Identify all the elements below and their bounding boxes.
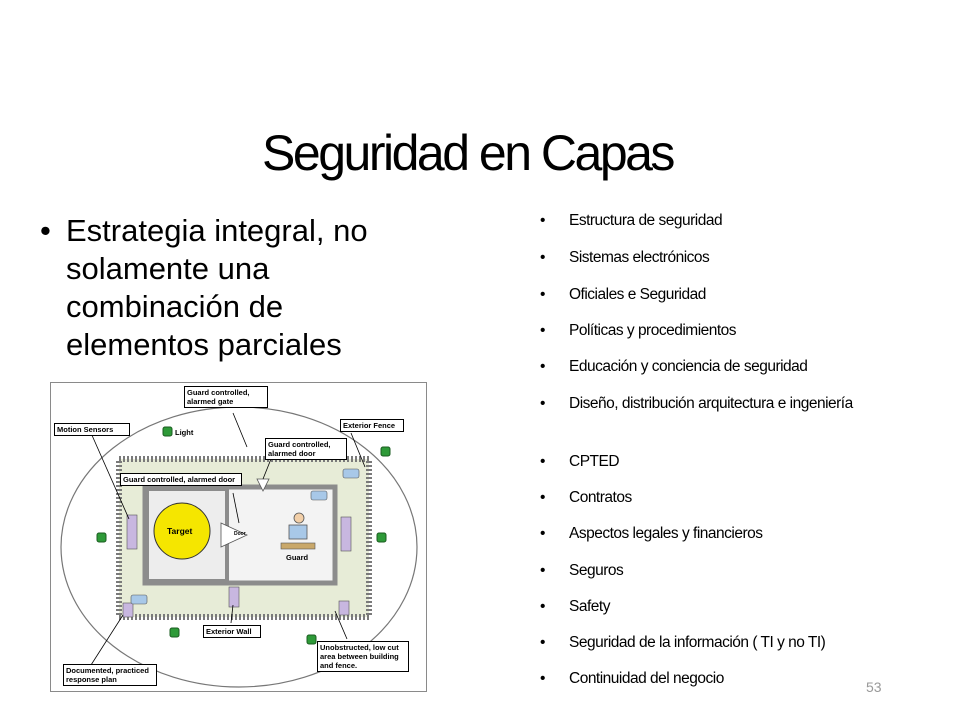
- callout-exterior-fence: Exterior Fence: [340, 419, 404, 432]
- light-icon: [377, 533, 386, 542]
- list-item: • Diseño, distribución arquitectura e ingeniería: [540, 395, 853, 412]
- target-label: Target: [167, 526, 193, 536]
- guard-desk-icon: [281, 543, 315, 549]
- list-item: • Aspectos legales y financieros: [540, 525, 763, 542]
- camera-icon: [131, 595, 147, 604]
- callout-alarmed-gate: Guard controlled, alarmed gate: [184, 386, 268, 408]
- motion-sensor-icon: [339, 601, 349, 615]
- bullet-dot: •: [40, 213, 51, 248]
- door-tag-label: Door: [234, 531, 246, 537]
- list-item: • Safety: [540, 598, 610, 615]
- list-item: • CPTED: [540, 453, 620, 470]
- light-label: Light: [175, 428, 194, 437]
- callout-alarmed-door-left: Guard controlled, alarmed door: [120, 473, 242, 486]
- guard-label: Guard: [286, 553, 309, 562]
- light-icon: [307, 635, 316, 644]
- callout-exterior-wall: Exterior Wall: [203, 625, 261, 638]
- camera-icon: [343, 469, 359, 478]
- callout-response-plan: Documented, practiced response plan: [63, 664, 157, 686]
- light-icon: [163, 427, 172, 436]
- list-item: • Continuidad del negocio: [540, 670, 724, 687]
- list-item: • Estructura de seguridad: [540, 212, 723, 229]
- list-item: • Sistemas electrónicos: [540, 249, 710, 266]
- main-bullet: [40, 212, 420, 364]
- list-item: • Seguros: [540, 562, 624, 579]
- motion-sensor-icon: [123, 603, 133, 617]
- light-icon: [381, 447, 390, 456]
- camera-icon: [311, 491, 327, 500]
- motion-sensor-icon: [127, 515, 137, 549]
- list-item: • Educación y conciencia de seguridad: [540, 358, 808, 375]
- list-item: • Políticas y procedimientos: [540, 322, 737, 339]
- motion-sensor-icon: [229, 587, 239, 607]
- motion-sensor-icon: [341, 517, 351, 551]
- slide-number: 53: [866, 679, 882, 695]
- slide-title: Seguridad en Capas: [262, 125, 673, 181]
- light-icon: [170, 628, 179, 637]
- callout-motion-sensors: Motion Sensors: [54, 423, 130, 436]
- list-item: • Oficiales e Seguridad: [540, 286, 706, 303]
- guard-monitor-icon: [289, 525, 307, 539]
- callout-alarmed-door-top: Guard controlled, alarmed door: [265, 438, 347, 460]
- layered-security-diagram: [50, 382, 427, 692]
- light-icon: [97, 533, 106, 542]
- list-item: • Seguridad de la información ( TI y no TI): [540, 634, 826, 651]
- callout-unobstructed-area: Unobstructed, low cut area between building and fence.: [317, 641, 409, 672]
- main-bullet-text: Estrategia integral, no solamente una combinación de elementos parciales: [66, 213, 368, 362]
- guard-person-icon: [294, 513, 304, 523]
- list-item: • Contratos: [540, 489, 632, 506]
